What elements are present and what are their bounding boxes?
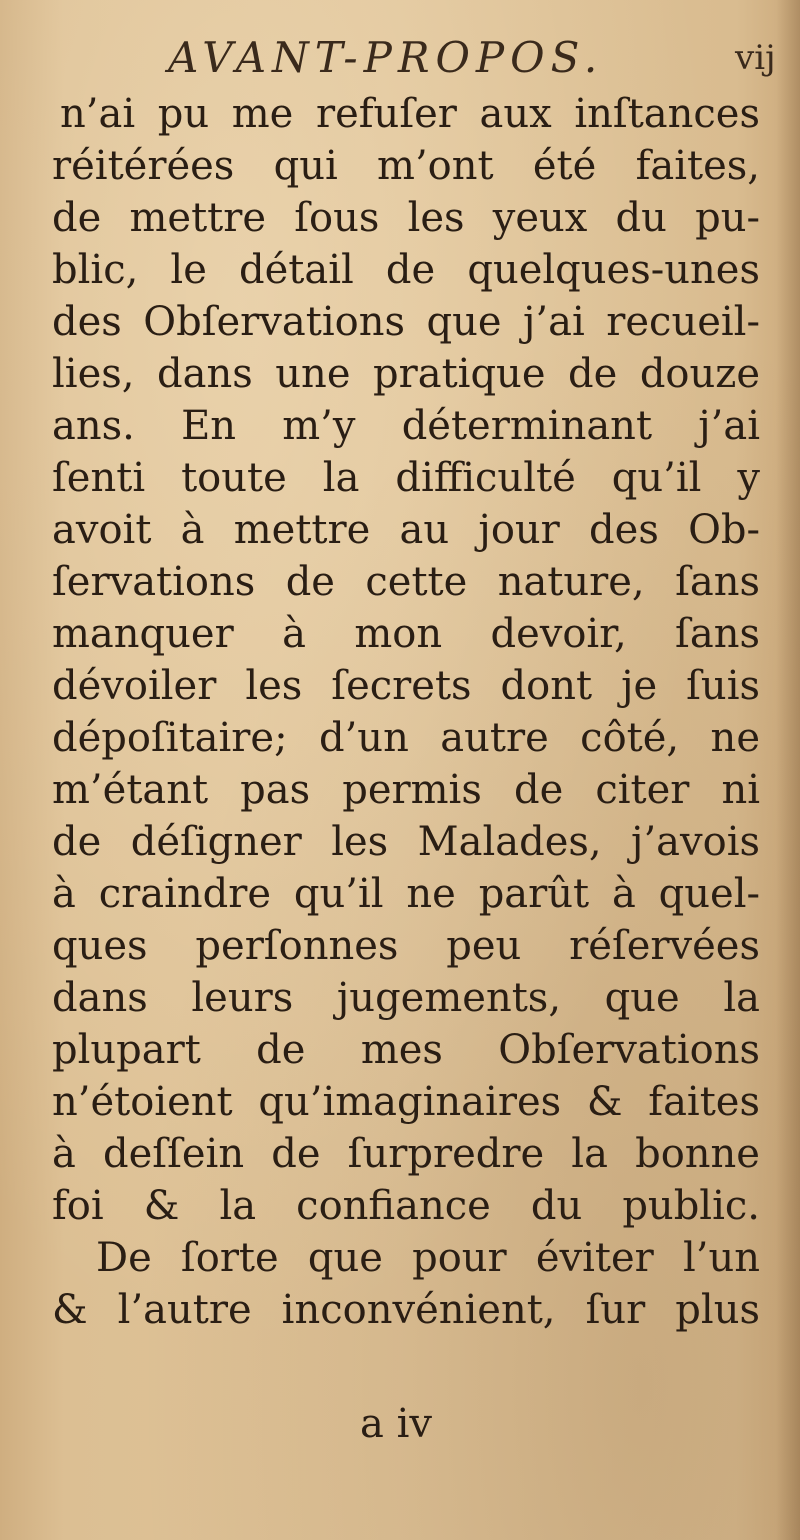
text-line: manquer à mon devoir, ſans: [52, 611, 760, 657]
running-head: AVANT-PROPOS.: [168, 33, 604, 82]
text-line: ſervations de cette nature, ſans: [52, 559, 760, 605]
text-line: de mettre ſous les yeux du pu-: [52, 195, 760, 241]
signature-mark: a iv: [360, 1401, 432, 1447]
page-header: [0, 28, 800, 88]
text-line: n’étoient qu’imaginaires & faites: [52, 1079, 760, 1125]
text-line: avoit à mettre au jour des Ob-: [52, 507, 760, 553]
text-line: à craindre qu’il ne parût à quel-: [52, 871, 760, 917]
text-line: ſenti toute la difficulté qu’il y: [52, 455, 760, 501]
text-line: réitérées qui m’ont été faites,: [52, 143, 760, 189]
text-line: foi & la confiance du public.: [52, 1183, 760, 1229]
text-line: & l’autre inconvénient, ſur plus: [52, 1287, 760, 1333]
text-line: à deſſein de ſurpredre la bonne: [52, 1131, 760, 1177]
text-line: n’ai pu me refuſer aux inſtances: [60, 91, 760, 137]
text-line: des Obſervations que j’ai recueil-: [52, 299, 760, 345]
text-line: plupart de mes Obſervations: [52, 1027, 760, 1073]
text-line: dépoſitaire; d’un autre côté, ne: [52, 715, 760, 761]
page-edge-shadow: [776, 0, 800, 1540]
page-number: vij: [735, 38, 776, 78]
text-line: blic, le détail de quelques-unes: [52, 247, 760, 293]
text-line: de déſigner les Malades, j’avois: [52, 819, 760, 865]
text-line: De ſorte que pour éviter l’un: [96, 1235, 760, 1281]
text-line: dans leurs jugements, que la: [52, 975, 760, 1021]
text-line: m’étant pas permis de citer ni: [52, 767, 760, 813]
text-line: ans. En m’y déterminant j’ai: [52, 403, 760, 449]
text-line: dévoiler les ſecrets dont je ſuis: [52, 663, 760, 709]
text-line: ques perſonnes peu réſervées: [52, 923, 760, 969]
text-line: lies, dans une pratique de douze: [52, 351, 760, 397]
